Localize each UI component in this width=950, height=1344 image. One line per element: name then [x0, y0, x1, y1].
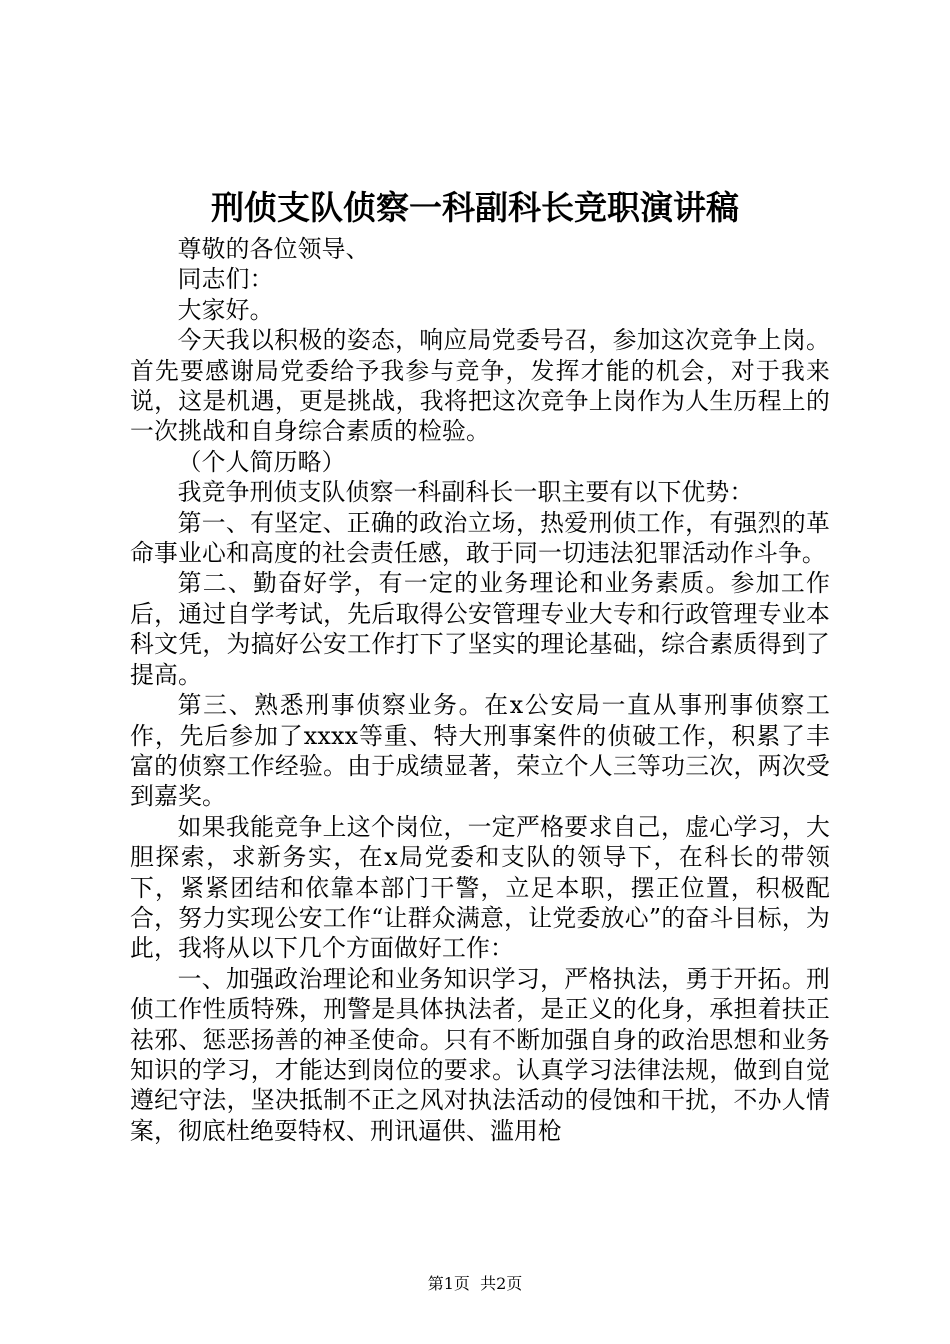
paragraph-advantage-2: 第二、勤奋好学，有一定的业务理论和业务素质。参加工作后，通过自学考试，先后取得公安管理专业大专和行政管理专业本科文凭，为搞好公安工作打下了坚实的理论基础，综合素质得到了提高。	[130, 569, 830, 689]
paragraph-plan-intro: 如果我能竞争上这个岗位，一定严格要求自己，虚心学习，大胆探索，求新务实，在x局党委和支队的领导下，在科长的带领下，紧紧团结和依靠本部门干警，立足本职，摆正位置，积极配合，努力实现公安工作“让群众满意，让党委放心”的奋斗目标，为此，我将从以下几个方面做好工作：	[130, 812, 830, 963]
paragraph-plan-1: 一、加强政治理论和业务知识学习，严格执法，勇于开拓。刑侦工作性质特殊，刑警是具体执法者，是正义的化身，承担着扶正祛邪、惩恶扬善的神圣使命。只有不断加强自身的政治思想和业务知识的学习，才能达到岗位的要求。认真学习法律法规，做到自觉遵纪守法，坚决抵制不正之风对执法活动的侵蚀和干扰，不办人情案，彻底杜绝耍特权、刑讯逼供、滥用枪	[130, 964, 830, 1145]
paragraph-advantage-3: 第三、熟悉刑事侦察业务。在x公安局一直从事刑事侦察工作，先后参加了xxxx等重、特大刑事案件的侦破工作，积累了丰富的侦察工作经验。由于成绩显著，荣立个人三等功三次，两次受到嘉奖。	[130, 691, 830, 811]
paragraph-resume-note: （个人简历略）	[177, 447, 346, 476]
salutation-line-2: 同志们：	[177, 265, 274, 294]
salutation-line-1: 尊敬的各位领导、	[177, 235, 370, 263]
paragraph-advantage-1: 第一、有坚定、正确的政治立场，热爱刑侦工作，有强烈的革命事业心和高度的社会责任感，敢于同一切违法犯罪活动作斗争。	[130, 508, 830, 568]
paragraph-advantages-heading: 我竞争刑侦支队侦察一科副科长一职主要有以下优势：	[177, 478, 754, 507]
greeting: 大家好。	[177, 295, 274, 324]
paragraph-intro: 今天我以积极的姿态，响应局党委号召，参加这次竞争上岗。首先要感谢局党委给予我参与竞争，发挥才能的机会，对于我来说，这是机遇，更是挑战，我将把这次竞争上岗作为人生历程上的一次挑战和自身综合素质的检验。	[130, 326, 830, 446]
document-title: 刑侦支队侦察一科副科长竞职演讲稿	[211, 188, 739, 227]
document-body	[130, 234, 830, 1146]
page-footer	[0, 1272, 950, 1296]
page-number: 第1页 共2页	[427, 1274, 523, 1293]
